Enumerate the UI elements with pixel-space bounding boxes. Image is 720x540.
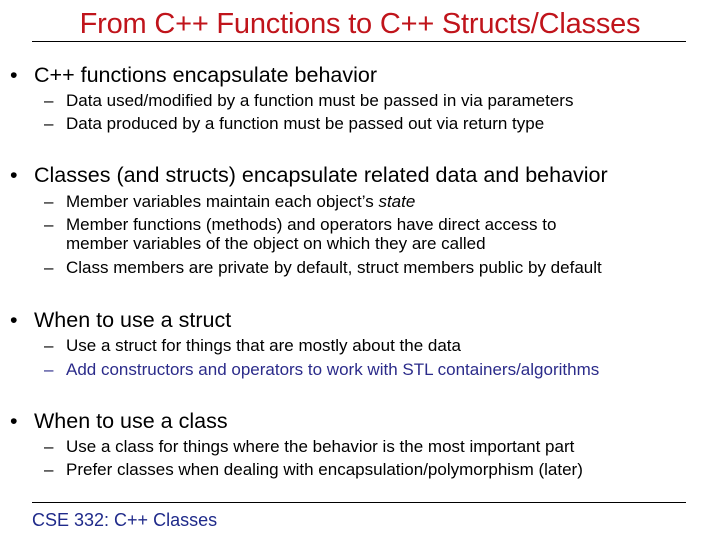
sub-item-text: Member variables maintain each object’s: [66, 192, 379, 211]
sub-item: [44, 336, 461, 356]
bullet-glyph: •: [10, 409, 18, 433]
dash-glyph: –: [44, 360, 54, 379]
bullet-glyph: •: [10, 163, 18, 187]
sub-item-continuation: member variables of the object on which they are called: [66, 234, 486, 253]
bullet-glyph: •: [10, 63, 18, 87]
dash-glyph: –: [44, 215, 54, 234]
sub-item: [44, 114, 544, 134]
sub-item: [44, 215, 556, 235]
sub-item-text: Class members are private by default, struct members public by default: [66, 258, 602, 277]
sub-item: [44, 437, 574, 457]
emphasis-state: state: [378, 192, 416, 211]
bullet-text: When to use a struct: [34, 308, 232, 332]
sub-item-text: Use a struct for things that are mostly about the data: [66, 336, 461, 355]
bullet-text: C++ functions encapsulate behavior: [34, 63, 378, 87]
sub-item-text: Data produced by a function must be passed out via return type: [66, 114, 545, 133]
sub-item: [44, 460, 583, 480]
sub-item-text: Use a class for things where the behavior is the most important part: [66, 437, 575, 456]
bullet-class: [10, 408, 228, 434]
bullet-classes: [10, 162, 608, 188]
footer-divider: [32, 502, 686, 503]
sub-item: [44, 192, 415, 212]
slide-title: From C++ Functions to C++ Structs/Classes: [79, 8, 641, 40]
dash-glyph: –: [44, 91, 54, 110]
bullet-text: Classes (and structs) encapsulate related data and behavior: [34, 163, 608, 187]
sub-item-text: Data used/modified by a function must be passed in via parameters: [66, 91, 574, 110]
bullet-glyph: •: [10, 308, 18, 332]
dash-glyph: –: [44, 336, 54, 355]
sub-item-text: Add constructors and operators to work with STL containers/algorithms: [66, 360, 600, 379]
dash-glyph: –: [44, 460, 54, 479]
sub-item: [44, 258, 602, 278]
slide-footer: CSE 332: C++ Classes: [32, 510, 218, 530]
bullet-functions: [10, 62, 377, 88]
dash-glyph: –: [44, 114, 54, 133]
sub-item: [44, 91, 573, 111]
sub-item-text: Member functions (methods) and operators have direct access to: [66, 215, 557, 234]
bullet-text: When to use a class: [34, 409, 228, 433]
title-divider: [32, 41, 686, 42]
dash-glyph: –: [44, 258, 54, 277]
dash-glyph: –: [44, 192, 54, 211]
dash-glyph: –: [44, 437, 54, 456]
bullet-struct: [10, 307, 231, 333]
sub-item-text: Prefer classes when dealing with encapsulation/polymorphism (later): [66, 460, 583, 479]
sub-item-highlight: [44, 360, 599, 380]
